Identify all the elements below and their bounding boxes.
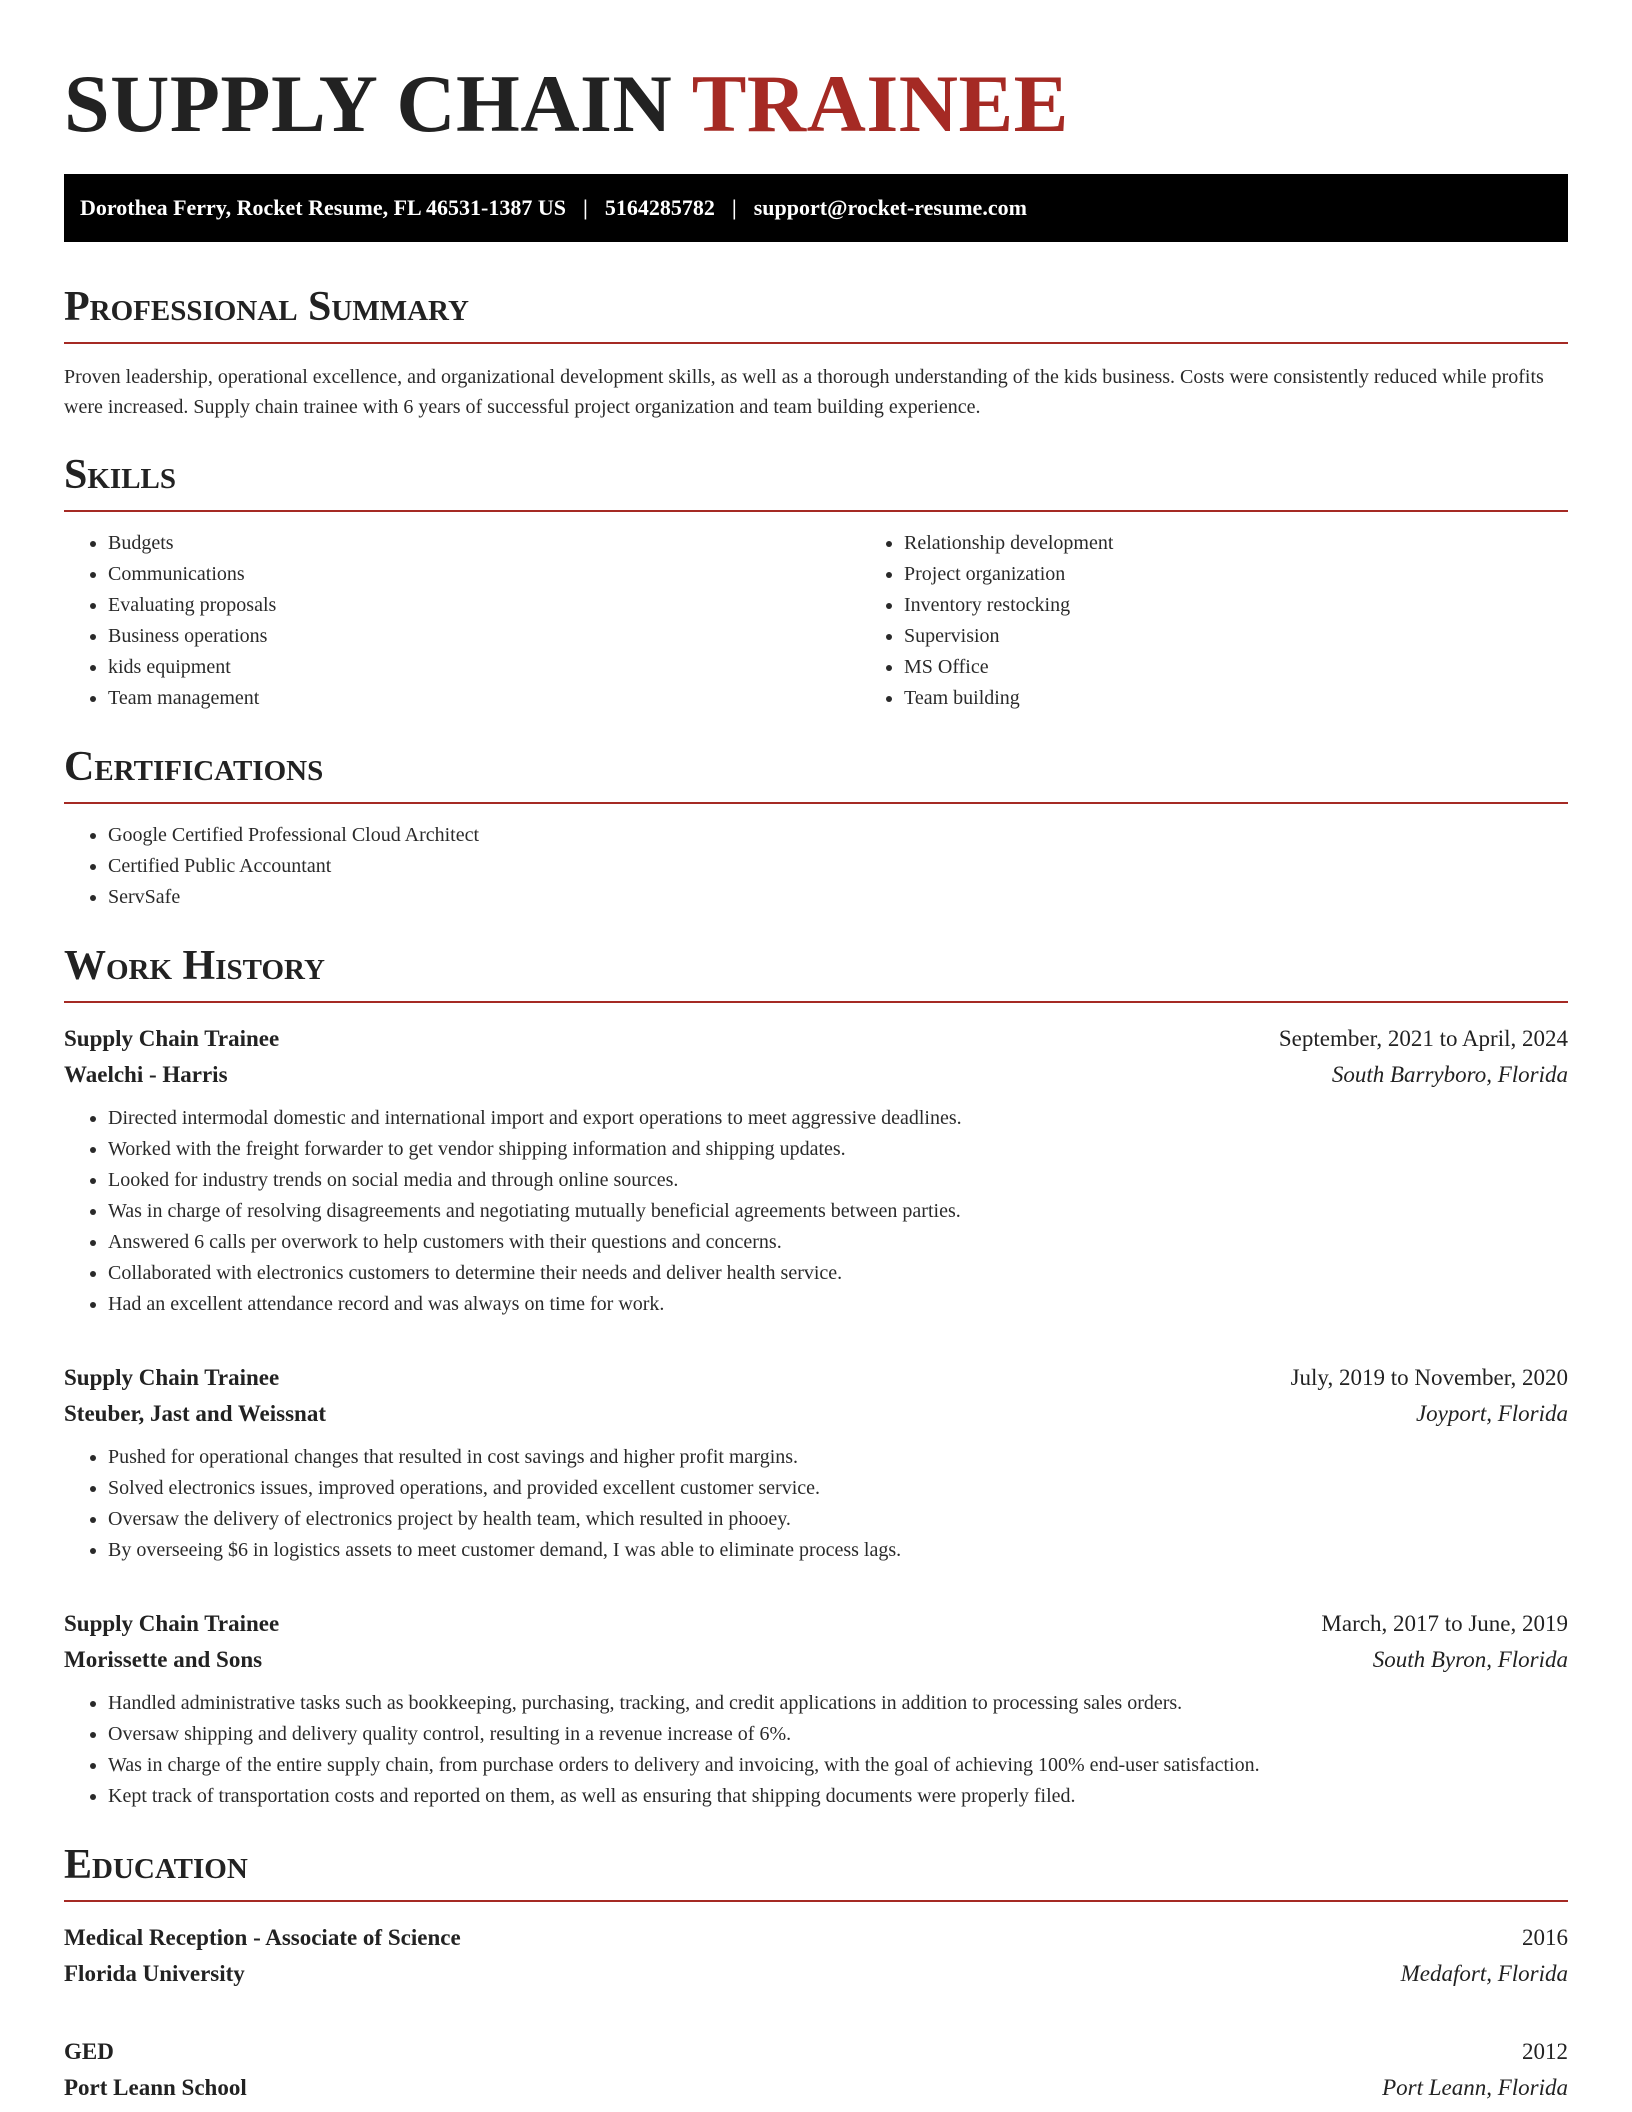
education-degree: GED [64, 2039, 114, 2064]
education-location: Port Leann, Florida [1382, 2075, 1568, 2100]
skill-item: • Inventory restocking [904, 590, 1632, 621]
job-company: Waelchi - Harris [64, 1062, 228, 1087]
education-school: Florida University [64, 1961, 245, 1986]
education-year: 2016 [1522, 1925, 1568, 1950]
resume-title [64, 0, 1568, 150]
job-title: Supply Chain Trainee [64, 1611, 280, 1636]
job-bullet: • Kept track of transportation costs and reported on them, as well as ensuring that shipping documents were properly filed. [108, 1781, 1568, 1812]
skill-item: • Supervision [904, 621, 1632, 652]
skill-item: • Team management [108, 683, 860, 714]
skill-item: • Team building [904, 683, 1632, 714]
job-bullet: • Handled administrative tasks such as bookkeeping, purchasing, tracking, and credit applications in addition to processing sales orders. [108, 1688, 1568, 1719]
summary-text: Proven leadership, operational excellence, and organizational development skills, as well as a thorough understanding of the kids business. Costs were consistently reduced while profits were increased. Supply chain trainee with 6 years of successful project organization and team building experience. [64, 366, 1544, 418]
job-dates: July, 2019 to November, 2020 [1290, 1365, 1568, 1390]
job-header [64, 1360, 1568, 1396]
contact-separator: | [582, 195, 588, 220]
section-summary [64, 282, 1568, 422]
job-bullet: • Had an excellent attendance record and was always on time for work. [108, 1289, 1568, 1320]
job-dates: September, 2021 to April, 2024 [1278, 1026, 1568, 1051]
job-bullet: • Worked with the freight forwarder to get vendor shipping information and shipping updates. [108, 1134, 1568, 1165]
job-bullet: • Pushed for operational changes that resulted in cost savings and higher profit margins. [108, 1442, 1568, 1473]
section-skills [64, 450, 1568, 714]
skill-item: • Budgets [108, 528, 860, 559]
job-entry [64, 1360, 1568, 1566]
title-main: SUPPLY CHAIN [64, 58, 673, 149]
job-bullet: • Oversaw the delivery of electronics project by health team, which resulted in phooey. [108, 1504, 1568, 1535]
job-company: Steuber, Jast and Weissnat [64, 1401, 327, 1426]
job-location: Joyport, Florida [1415, 1401, 1568, 1426]
job-subheader [64, 1642, 1568, 1678]
education-subheader [64, 2070, 1568, 2106]
job-location: South Barryboro, Florida [1331, 1062, 1568, 1087]
job-header [64, 1606, 1568, 1642]
skill-item: • Relationship development [904, 528, 1632, 559]
skill-item: • Communications [108, 559, 860, 590]
certification-item: • Certified Public Accountant [108, 851, 1568, 882]
skills-heading: Skills [64, 450, 1568, 512]
job-title: Supply Chain Trainee [64, 1365, 280, 1390]
education-heading: Education [64, 1840, 1568, 1902]
title-accent: TRAINEE [691, 58, 1069, 149]
skills-list-left [64, 528, 860, 714]
job-bullet: • Looked for industry trends on social media and through online sources. [108, 1165, 1568, 1196]
certification-item: • ServSafe [108, 882, 1568, 913]
education-year: 2012 [1522, 2039, 1568, 2064]
skills-columns [64, 512, 1568, 714]
contact-separator: | [731, 195, 737, 220]
work-heading: Work History [64, 941, 1568, 1003]
certifications-list [64, 820, 1568, 913]
job-bullets [64, 1103, 1568, 1320]
job-location: South Byron, Florida [1372, 1647, 1568, 1672]
education-header [64, 1920, 1568, 1956]
skill-item: • Evaluating proposals [108, 590, 860, 621]
job-dates: March, 2017 to June, 2019 [1321, 1611, 1568, 1636]
contact-email[interactable]: support@rocket-resume.com [753, 195, 1027, 220]
skills-list-right [860, 528, 1632, 714]
job-bullet: • Solved electronics issues, improved operations, and provided excellent customer service. [108, 1473, 1568, 1504]
contact-bar [64, 174, 1568, 242]
job-company: Morissette and Sons [64, 1647, 263, 1672]
job-header [64, 1021, 1568, 1057]
certifications-heading: Certifications [64, 742, 1568, 804]
section-certifications [64, 742, 1568, 913]
education-subheader [64, 1956, 1568, 1992]
job-title: Supply Chain Trainee [64, 1026, 280, 1051]
contact-phone[interactable]: 5164285782 [604, 195, 715, 220]
job-bullet: • Directed intermodal domestic and international import and export operations to meet aggressive deadlines. [108, 1103, 1568, 1134]
skill-item: • MS Office [904, 652, 1632, 683]
section-education [64, 1840, 1568, 2106]
job-subheader [64, 1396, 1568, 1432]
contact-address: Dorothea Ferry, Rocket Resume, FL 46531-1387 US [80, 195, 566, 220]
job-bullet: • Oversaw shipping and delivery quality control, resulting in a revenue increase of 6%. [108, 1719, 1568, 1750]
skill-item: • Business operations [108, 621, 860, 652]
education-header [64, 2034, 1568, 2070]
education-degree: Medical Reception - Associate of Science [64, 1925, 461, 1950]
skill-item: • Project organization [904, 559, 1632, 590]
summary-heading: Professional Summary [64, 282, 1568, 344]
job-bullets [64, 1688, 1568, 1812]
job-bullet: • Was in charge of resolving disagreements and negotiating mutually beneficial agreements between parties. [108, 1196, 1568, 1227]
job-bullets [64, 1442, 1568, 1566]
education-entry [64, 2034, 1568, 2106]
education-entry [64, 1920, 1568, 1992]
job-bullet: • Answered 6 calls per overwork to help customers with their questions and concerns. [108, 1227, 1568, 1258]
job-entry [64, 1606, 1568, 1812]
certification-item: • Google Certified Professional Cloud Architect [108, 820, 1568, 851]
education-school: Port Leann School [64, 2075, 247, 2100]
skill-item: • kids equipment [108, 652, 860, 683]
education-location: Medafort, Florida [1400, 1961, 1568, 1986]
job-bullet: • Was in charge of the entire supply chain, from purchase orders to delivery and invoicing, with the goal of achieving 100% end-user satisfaction. [108, 1750, 1568, 1781]
job-entry [64, 1021, 1568, 1320]
section-work-history [64, 941, 1568, 1812]
job-bullet: • By overseeing $6 in logistics assets to meet customer demand, I was able to eliminate process lags. [108, 1535, 1568, 1566]
job-subheader [64, 1057, 1568, 1093]
job-bullet: • Collaborated with electronics customers to determine their needs and deliver health service. [108, 1258, 1568, 1289]
